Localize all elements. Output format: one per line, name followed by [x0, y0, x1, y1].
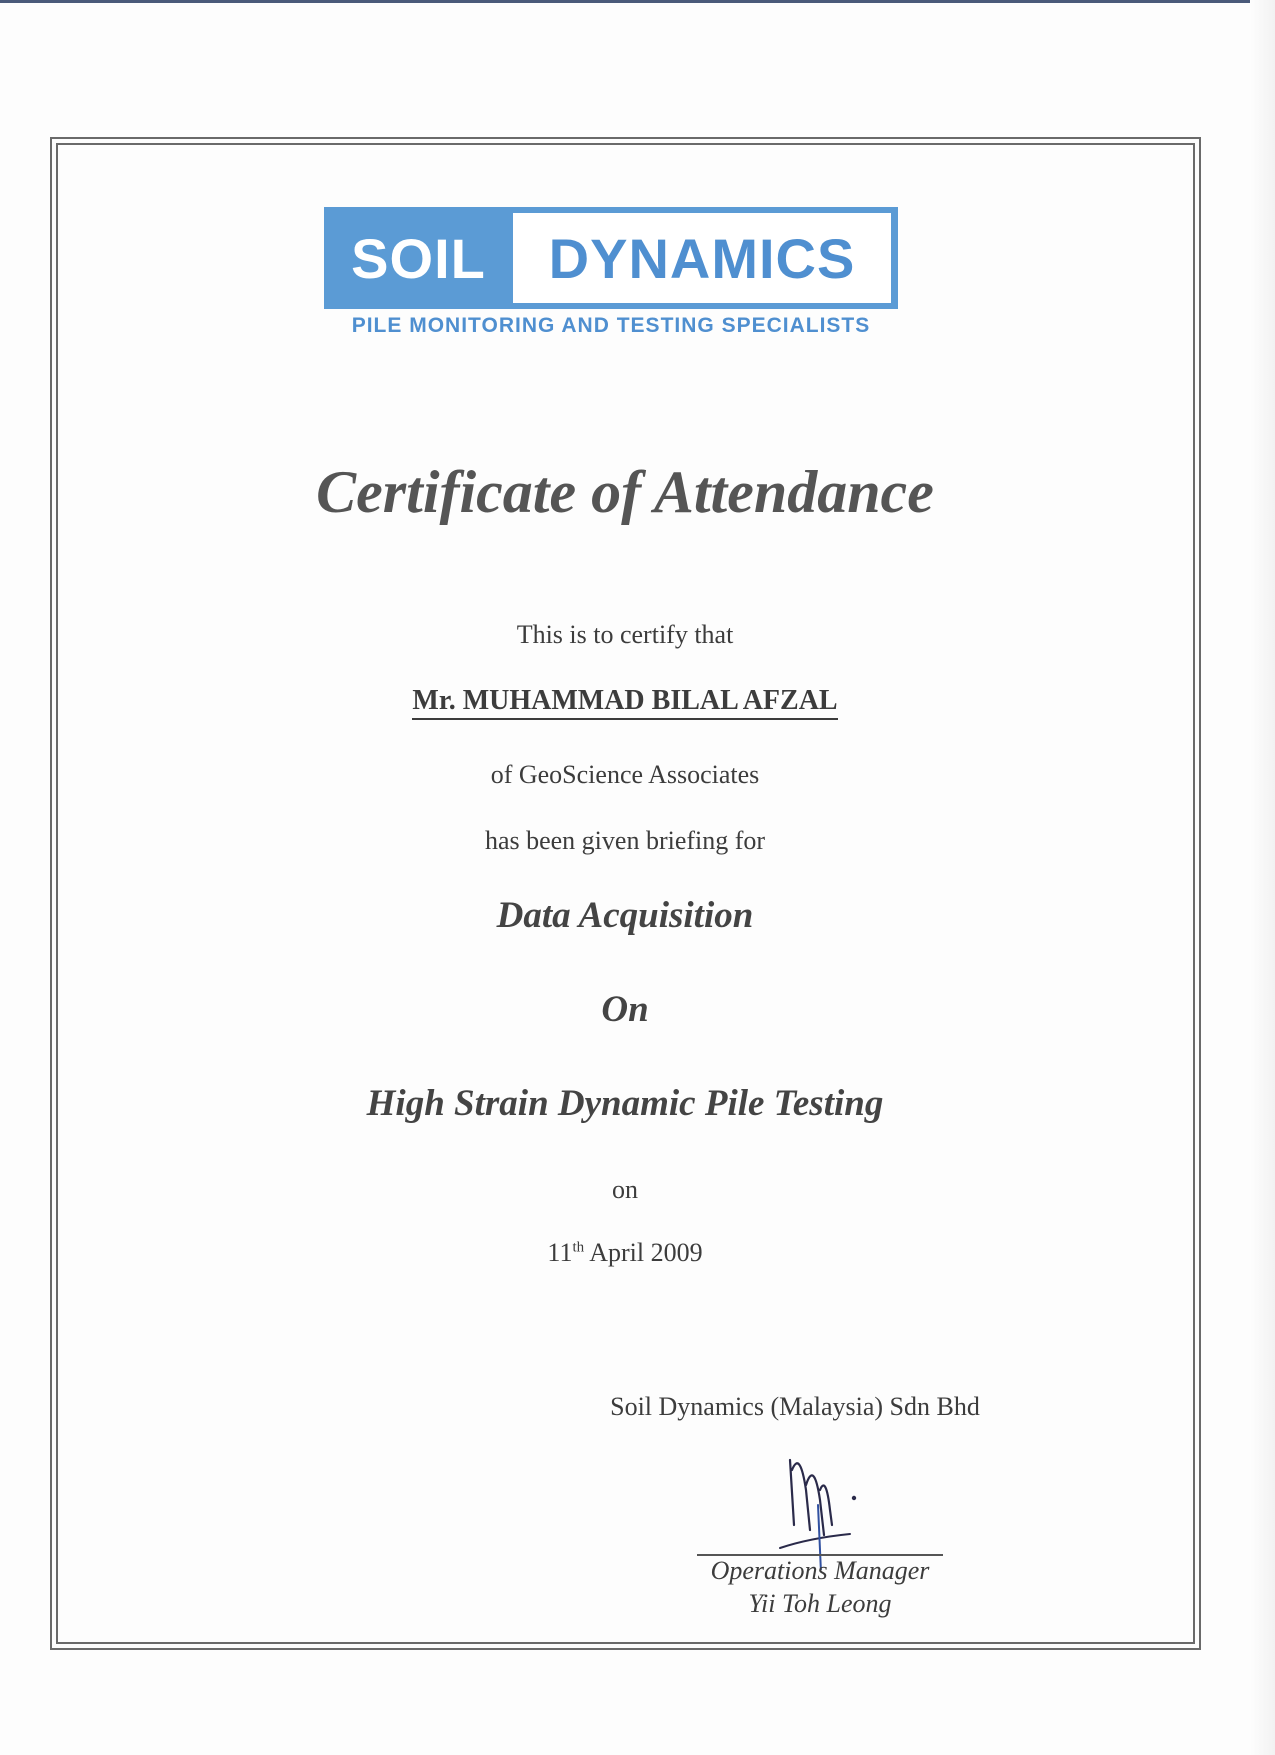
course-title: Data Acquisition [496, 895, 754, 936]
logo-right-text: DYNAMICS [513, 213, 891, 303]
recipient-name [90, 685, 1160, 717]
company-logo [324, 207, 898, 309]
handwritten-signature [770, 1430, 890, 1570]
certificate-date [90, 1238, 1160, 1268]
certificate-title: Certificate of Attendance [316, 459, 934, 525]
signatory-company: Soil Dynamics (Malaysia) Sdn Bhd [610, 1392, 980, 1421]
on-connector: On [601, 989, 649, 1030]
organization-line: of GeoScience Associates [490, 760, 760, 789]
briefing-line: has been given briefing for [484, 826, 766, 855]
date-connector: on [612, 1175, 638, 1204]
logo-left-text: SOIL [351, 226, 486, 290]
date-day: 11 [547, 1238, 573, 1267]
recipient-name-text: Mr. MUHAMMAD BILAL AFZAL [412, 685, 837, 720]
scan-edge-top [0, 0, 1275, 3]
date-rest: April 2009 [589, 1238, 703, 1267]
signatory-name: Yii Toh Leong [748, 1589, 892, 1618]
certify-line: This is to certify that [516, 620, 734, 649]
signatory-role: Operations Manager [710, 1556, 930, 1585]
logo-tagline: PILE MONITORING AND TESTING SPECIALISTS [351, 314, 871, 337]
date-suffix: th [572, 1239, 585, 1256]
scan-edge-right [1250, 0, 1275, 1755]
subject-title: High Strain Dynamic Pile Testing [366, 1083, 884, 1124]
